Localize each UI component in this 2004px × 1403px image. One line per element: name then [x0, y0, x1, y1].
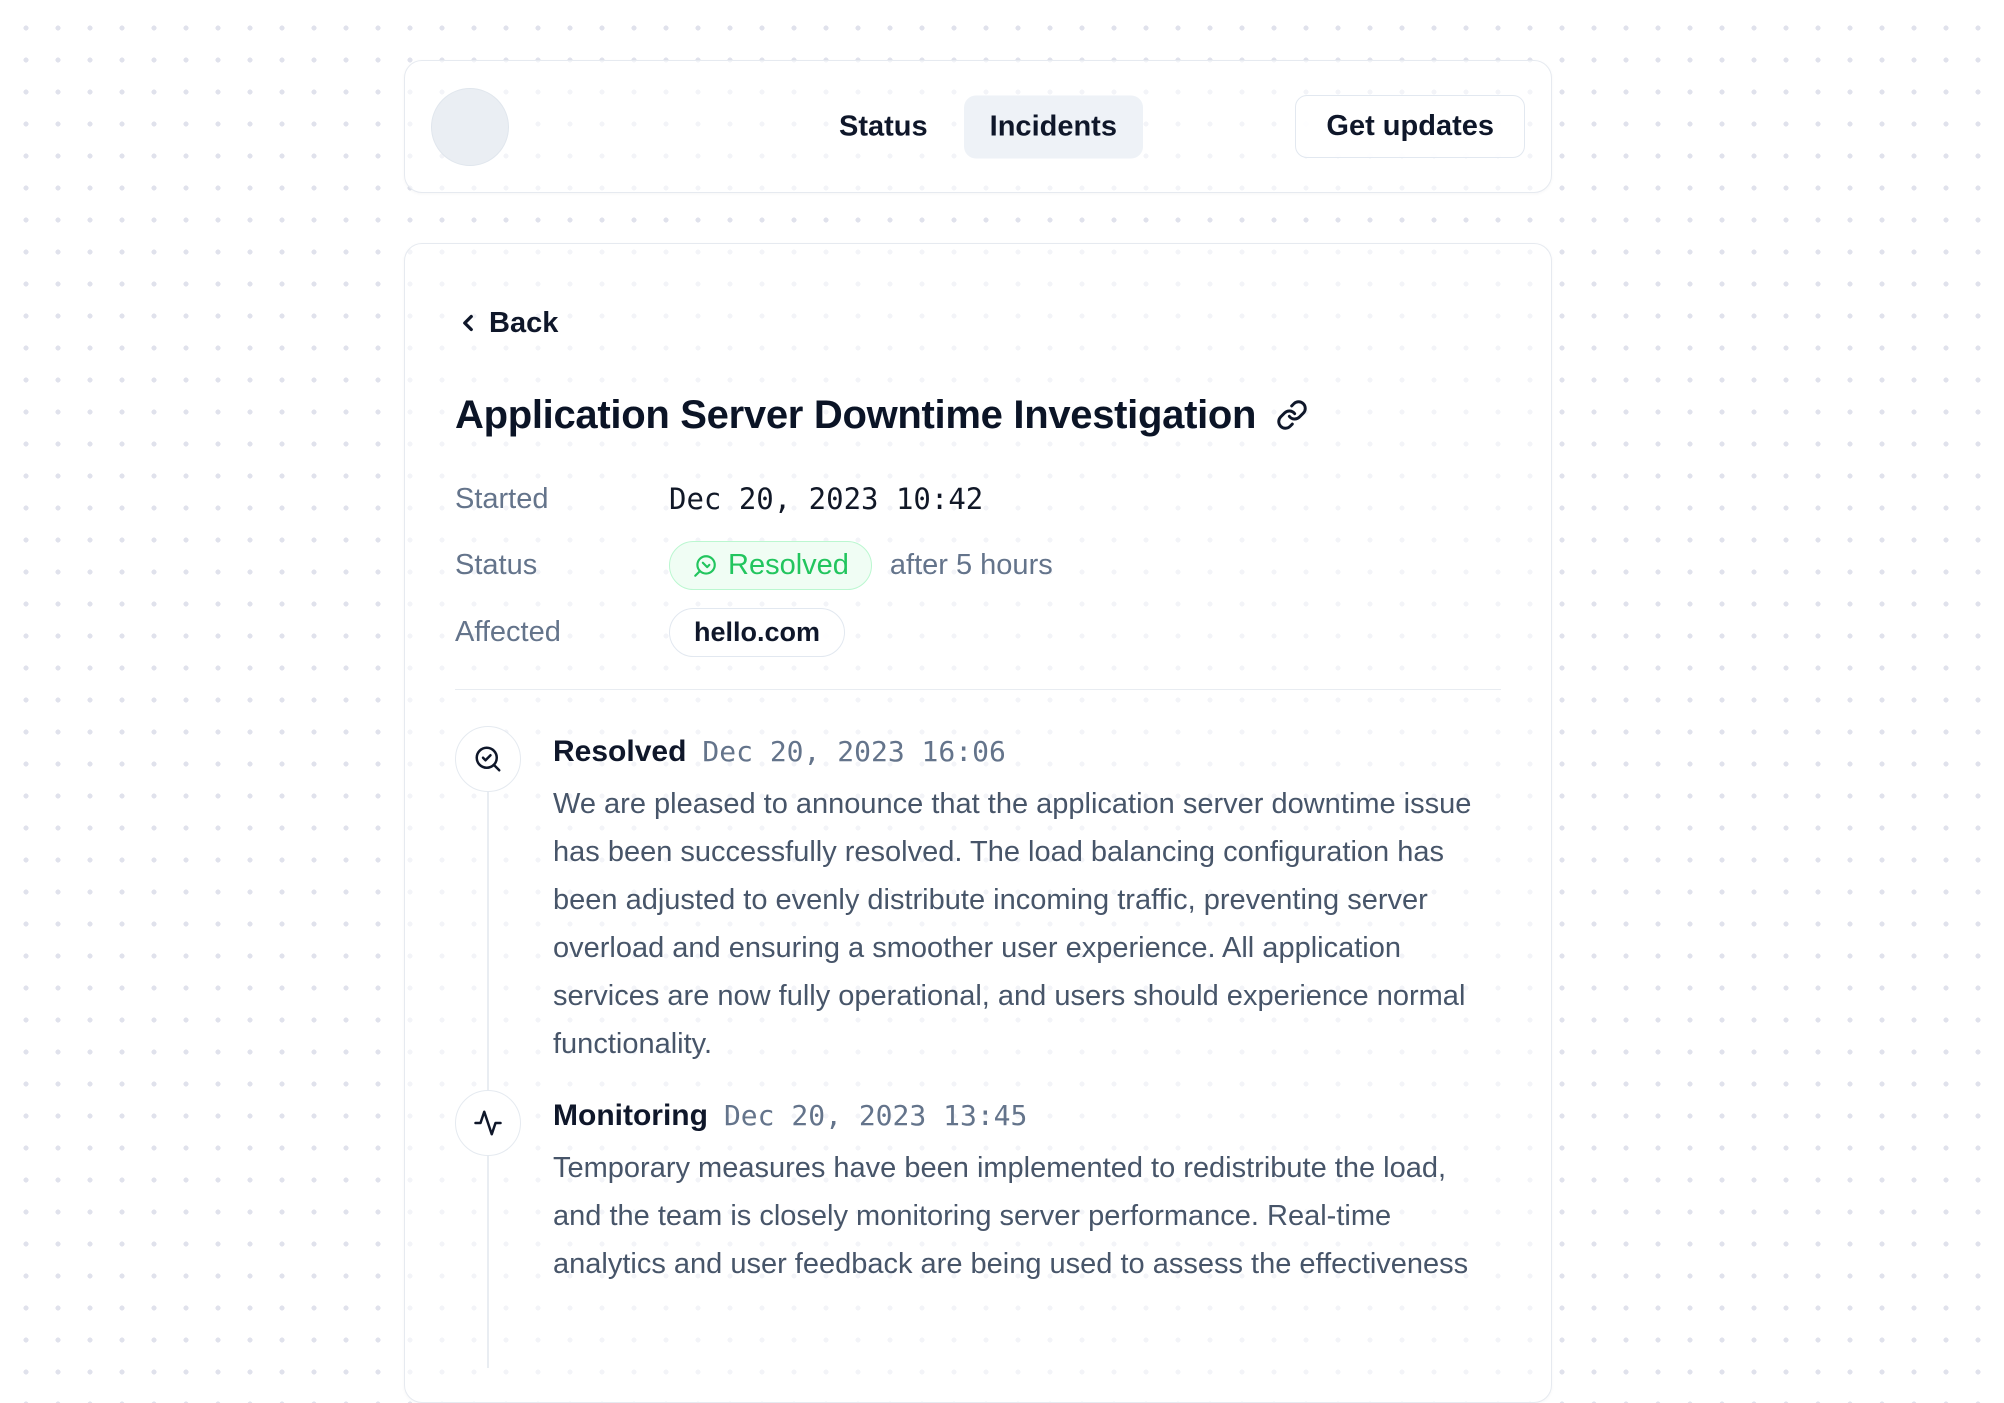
affected-component-tag: hello.com [669, 608, 845, 657]
started-value: Dec 20, 2023 10:42 [669, 482, 984, 516]
activity-icon [455, 1090, 521, 1156]
link-icon[interactable] [1276, 399, 1308, 431]
title-row [455, 391, 1501, 439]
nav-item-status[interactable]: Status [839, 110, 928, 142]
timeline-entry-monitoring [455, 1090, 1501, 1288]
back-link[interactable] [455, 306, 558, 340]
back-label: Back [489, 307, 559, 339]
timeline-entry-title: Resolved [553, 735, 687, 768]
status-badge [669, 541, 872, 590]
chevron-left-icon [455, 310, 481, 336]
affected-label: Affected [455, 616, 561, 648]
status-label: Status [455, 549, 538, 581]
search-check-icon [692, 553, 718, 579]
started-label: Started [455, 482, 549, 515]
incident-card [404, 243, 1552, 1403]
meta-row-affected [455, 608, 1501, 657]
timeline-entry-text: Temporary measures have been implemented to redistribute the load, and the team is closely monitoring server performance. Real-time analytics and user feedback are being used to assess the effectiveness [553, 1152, 1469, 1280]
topbar [404, 60, 1552, 193]
timeline-entry-head [553, 1098, 1501, 1134]
get-updates-button[interactable]: Get updates [1295, 95, 1525, 158]
status-badge-label: Resolved [728, 549, 849, 581]
timeline-entry-resolved [455, 726, 1501, 1068]
search-check-icon [455, 726, 521, 792]
topbar-nav [813, 95, 1143, 158]
timeline-entry-timestamp: Dec 20, 2023 13:45 [723, 1099, 1028, 1132]
timeline-entry-head [553, 734, 1501, 770]
divider [455, 689, 1501, 690]
meta-row-status [455, 541, 1501, 590]
meta-row-started [455, 475, 1501, 523]
timeline-entry-body [553, 1090, 1501, 1288]
logo-avatar [431, 88, 509, 166]
page-title: Application Server Downtime Investigation [455, 393, 1257, 437]
timeline-entry-timestamp: Dec 20, 2023 16:06 [702, 735, 1006, 768]
timeline-entry-text: We are pleased to announce that the application server downtime issue has been successfully resolved. The load balancing configuration has been adjusted to evenly distribute incoming traffic, preventing server overload and ensuring a smoother user experience. All application services are now fully operational, and users should experience normal functionality. [553, 788, 1472, 1060]
timeline-entry-body [553, 726, 1501, 1068]
status-duration: after 5 hours [889, 549, 1053, 581]
incident-meta [455, 475, 1501, 657]
nav-item-incidents[interactable]: Incidents [964, 95, 1143, 158]
timeline-entry-title: Monitoring [553, 1099, 708, 1132]
incident-timeline [455, 726, 1501, 1288]
